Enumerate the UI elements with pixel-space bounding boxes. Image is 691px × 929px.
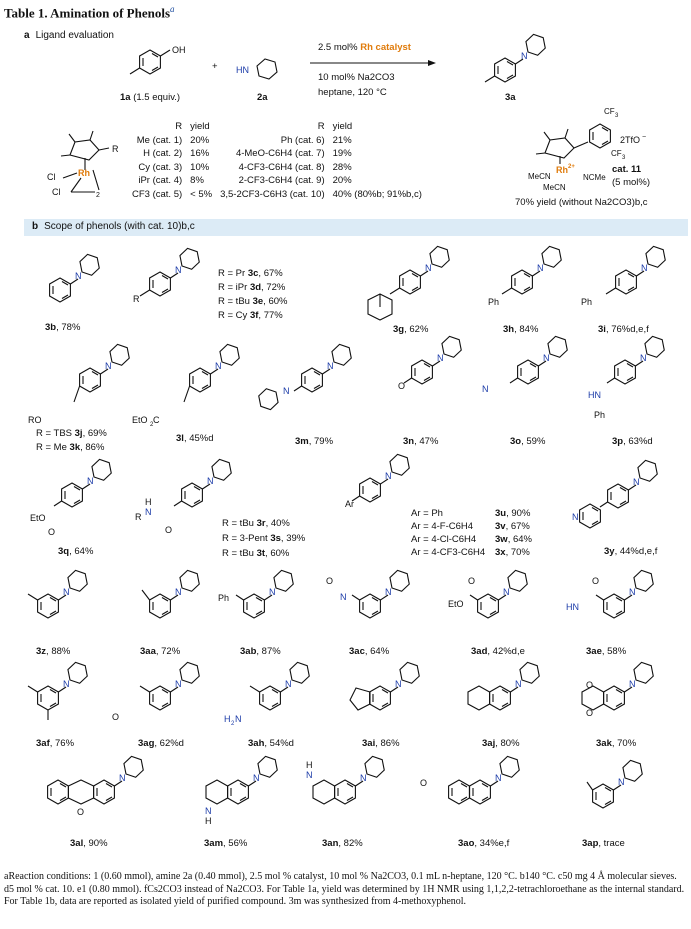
compound-3i: 3i, 76%d,e,f <box>598 324 649 335</box>
svg-text:N: N <box>306 770 313 780</box>
condition-catalyst: 2.5 mol% Rh catalyst <box>318 42 411 53</box>
compound-3r: R = tBu 3r, 40% <box>222 518 290 529</box>
svg-text:N: N <box>640 353 647 363</box>
svg-text:N: N <box>482 384 489 394</box>
svg-text:EtO: EtO <box>448 599 464 609</box>
svg-text:N: N <box>207 476 214 486</box>
svg-text:N: N <box>360 773 367 783</box>
compound-3ak: 3ak, 70% <box>596 738 637 749</box>
svg-text:N: N <box>629 587 636 597</box>
svg-text:O: O <box>326 576 334 586</box>
compound-3ag: 3ag, 62%d <box>138 738 184 749</box>
cat-11-note: 70% yield (without Na2CO3)b,c <box>515 197 648 208</box>
svg-text:Ph: Ph <box>218 593 230 603</box>
table-title: Table 1. Amination of Phenols$^a$ <box>4 4 175 21</box>
svg-text:N: N <box>495 773 502 783</box>
table-row: Cy (cat. 3) 10% 4-CF3-C6H4 (cat. 8) 28% <box>138 161 352 173</box>
col-header: R <box>317 121 325 133</box>
structure-3a <box>485 58 523 82</box>
svg-text:N: N <box>437 353 444 363</box>
svg-text:O: O <box>586 708 594 718</box>
svg-text:OH: OH <box>172 45 186 55</box>
svg-text:O: O <box>586 680 594 690</box>
compound-3aa: 3aa, 72% <box>140 646 181 657</box>
compound-3q: 3q, 64% <box>58 546 94 557</box>
svg-text:H: H <box>145 497 152 507</box>
svg-text:Cl: Cl <box>47 172 56 182</box>
svg-text:−: − <box>642 134 647 141</box>
svg-text:N: N <box>175 265 182 275</box>
svg-text:N: N <box>87 476 94 486</box>
svg-text:H: H <box>224 714 231 724</box>
svg-text:Rh: Rh <box>556 165 568 175</box>
plus-sign: + <box>212 61 218 72</box>
compound-3ap: 3ap, trace <box>582 838 625 849</box>
compound-3ac: 3ac, 64% <box>349 646 390 657</box>
svg-text:N: N <box>633 477 640 487</box>
table-row: iPr (cat. 4) 8% 2-CF3-C6H4 (cat. 9) 20% <box>138 175 352 187</box>
compound-3al: 3al, 90% <box>70 838 108 849</box>
structure-2a <box>257 59 277 79</box>
svg-text:3: 3 <box>615 113 619 119</box>
svg-text:N: N <box>641 263 648 273</box>
compound-3s: R = 3-Pent 3s, 39% <box>222 533 306 544</box>
svg-text:N: N <box>572 512 579 522</box>
structure-1a <box>130 50 170 74</box>
svg-text:N: N <box>340 592 347 602</box>
svg-text:EtO: EtO <box>132 415 148 425</box>
svg-text:HN: HN <box>236 65 249 75</box>
svg-text:N: N <box>119 773 126 783</box>
svg-text:O: O <box>420 778 428 788</box>
svg-text:Rh: Rh <box>78 168 90 178</box>
svg-text:N: N <box>75 271 82 281</box>
compound-3ah: 3ah, 54%d <box>248 738 294 749</box>
svg-text:O: O <box>468 576 476 586</box>
svg-text:C: C <box>153 415 160 425</box>
svg-text:Ph: Ph <box>594 410 606 420</box>
svg-text:HN: HN <box>588 390 601 400</box>
svg-text:EtO: EtO <box>30 513 46 523</box>
compound-3e: R = tBu 3e, 60% <box>218 296 288 307</box>
svg-text:N: N <box>521 51 528 61</box>
svg-text:N: N <box>618 777 625 787</box>
svg-text:O: O <box>165 525 173 535</box>
compound-3y: 3y, 44%d,e,f <box>604 546 658 557</box>
svg-text:NCMe: NCMe <box>583 173 606 182</box>
ligand-table <box>128 120 426 201</box>
svg-text:N: N <box>63 587 70 597</box>
compound-3j: R = TBS 3j, 69% <box>36 428 107 439</box>
svg-text:N: N <box>105 361 112 371</box>
compound-3t: R = tBu 3t, 60% <box>222 548 290 559</box>
svg-text:H: H <box>205 816 212 826</box>
svg-text:H: H <box>306 760 313 770</box>
compound-3an: 3an, 82% <box>322 838 363 849</box>
condition-solvent: heptane, 120 °C <box>318 87 387 98</box>
svg-text:N: N <box>205 806 212 816</box>
svg-text:Ar: Ar <box>345 499 354 509</box>
svg-text:2: 2 <box>231 721 235 727</box>
svg-text:N: N <box>145 507 152 517</box>
svg-text:N: N <box>385 587 392 597</box>
svg-text:N: N <box>327 361 334 371</box>
svg-text:2TfO: 2TfO <box>620 135 641 145</box>
condition-base: 10 mol% Na2CO3 <box>318 72 395 83</box>
svg-text:R: R <box>112 144 119 154</box>
svg-text:Ph: Ph <box>581 297 593 307</box>
compound-3ae: 3ae, 58% <box>586 646 627 657</box>
svg-text:RO: RO <box>28 415 42 425</box>
compound-3g: 3g, 62% <box>393 324 429 335</box>
compound-3m: 3m, 79% <box>295 436 334 447</box>
compound-3z: 3z, 88% <box>36 646 71 657</box>
table-row: H (cat. 2) 16% 4-MeO-C6H4 (cat. 7) 19% <box>143 148 352 160</box>
svg-text:O: O <box>398 381 406 391</box>
svg-text:N: N <box>503 587 510 597</box>
compound-3d: R = iPr 3d, 72% <box>218 282 286 293</box>
compound-3b: 3b, 78% <box>45 322 81 333</box>
compound-3l: 3l, 45%d <box>176 433 214 444</box>
svg-text:N: N <box>515 679 522 689</box>
compound-3c: R = Pr 3c, 67% <box>218 268 283 279</box>
svg-text:O: O <box>48 527 56 537</box>
compound-3h: 3h, 84% <box>503 324 539 335</box>
svg-text:N: N <box>63 679 70 689</box>
structure-cp-rh-dimer <box>61 131 109 192</box>
table-header-row <box>128 120 426 134</box>
compound-3n: 3n, 47% <box>403 436 439 447</box>
table-row: CF3 (cat. 5) < 5% 3,5-2CF3-C6H3 (cat. 10) 40% (80%b; 91%b,c) <box>132 188 422 200</box>
compound-3ai: 3ai, 86% <box>362 738 400 749</box>
svg-text:N: N <box>253 773 260 783</box>
svg-text:CF: CF <box>611 149 622 158</box>
compound-3x: Ar = 4-CF3-C6H4 3x, 70% <box>411 547 530 558</box>
svg-text:O: O <box>592 576 600 586</box>
svg-text:O: O <box>112 712 120 722</box>
product-3a-label: 3a <box>505 92 516 103</box>
svg-text:Ph: Ph <box>488 297 500 307</box>
compound-3af: 3af, 76% <box>36 738 75 749</box>
svg-text:N: N <box>425 263 432 273</box>
svg-text:N: N <box>629 679 636 689</box>
svg-text:CF: CF <box>604 107 615 116</box>
compound-3aj: 3aj, 80% <box>482 738 520 749</box>
svg-text:N: N <box>215 361 222 371</box>
svg-text:N: N <box>269 587 276 597</box>
compound-3k: R = Me 3k, 86% <box>36 442 105 453</box>
svg-text:N: N <box>283 386 290 396</box>
svg-text:Cl: Cl <box>52 187 61 197</box>
compound-3ab: 3ab, 87% <box>240 646 281 657</box>
svg-text:MeCN: MeCN <box>528 172 551 181</box>
section-a-header: a Ligand evaluation <box>24 30 114 41</box>
svg-text:N: N <box>395 679 402 689</box>
compound-3u: Ar = Ph 3u, 90% <box>411 508 531 519</box>
svg-text:R: R <box>135 512 142 522</box>
svg-text:HN: HN <box>566 602 579 612</box>
cat-11-loading: (5 mol%) <box>612 177 651 188</box>
col-header: yield <box>332 121 353 133</box>
compound-3p: 3p, 63%d <box>612 436 653 447</box>
reactant-1a-label: 1a (1.5 equiv.) <box>120 92 181 103</box>
svg-text:N: N <box>235 714 242 724</box>
svg-text:N: N <box>537 263 544 273</box>
svg-text:R: R <box>133 294 140 304</box>
svg-text:3: 3 <box>622 155 626 161</box>
svg-text:2: 2 <box>96 192 100 199</box>
compound-3ad: 3ad, 42%d,e <box>471 646 525 657</box>
svg-text:N: N <box>385 471 392 481</box>
section-b-header: b Scope of phenols (with cat. 10)b,c <box>24 219 688 236</box>
compound-3am: 3am, 56% <box>204 838 248 849</box>
svg-text:N: N <box>285 679 292 689</box>
svg-text:2+: 2+ <box>568 164 575 170</box>
svg-text:N: N <box>175 679 182 689</box>
structure-cat-11 <box>536 129 588 164</box>
table-row: Me (cat. 1) 20% Ph (cat. 6) 21% <box>136 134 352 146</box>
compound-3o: 3o, 59% <box>510 436 546 447</box>
compound-3v: Ar = 4-F-C6H4 3v, 67% <box>411 521 530 532</box>
cat-11-label: cat. 11 <box>612 164 642 175</box>
svg-text:2: 2 <box>150 422 154 428</box>
svg-text:MeCN: MeCN <box>543 183 566 192</box>
svg-text:N: N <box>175 587 182 597</box>
compound-3f: R = Cy 3f, 77% <box>218 310 283 321</box>
footnotes: aReaction conditions: 1 (0.60 mmol), amine 2a (0.40 mmol), 2.5 mol % catalyst, 10 mol % Na2CO3, 0.1 mL n-heptane, 120 °C. b140 °C. c50 mg 4 Å molecular sieves. d5 mol % cat. 10. e1 (0.80 mmol). fCs2CO3 instead of Na2CO3. For Table 1a, yield was determined by 1H NMR using 1,1,2,2-tetrachloroethane as the internal standard. For Table 1b, data are reported as isolated yield of purified compound. 3m was synthesized from 4-methoxyphenol. <box>4 871 685 907</box>
col-header: yield <box>190 121 210 133</box>
reactant-2a-label: 2a <box>257 92 268 103</box>
col-header: R <box>175 121 183 133</box>
svg-text:O: O <box>77 807 85 817</box>
compound-3w: Ar = 4-Cl-C6H4 3w, 64% <box>411 534 532 545</box>
svg-text:N: N <box>543 353 550 363</box>
compound-3ao: 3ao, 34%e,f <box>458 838 510 849</box>
